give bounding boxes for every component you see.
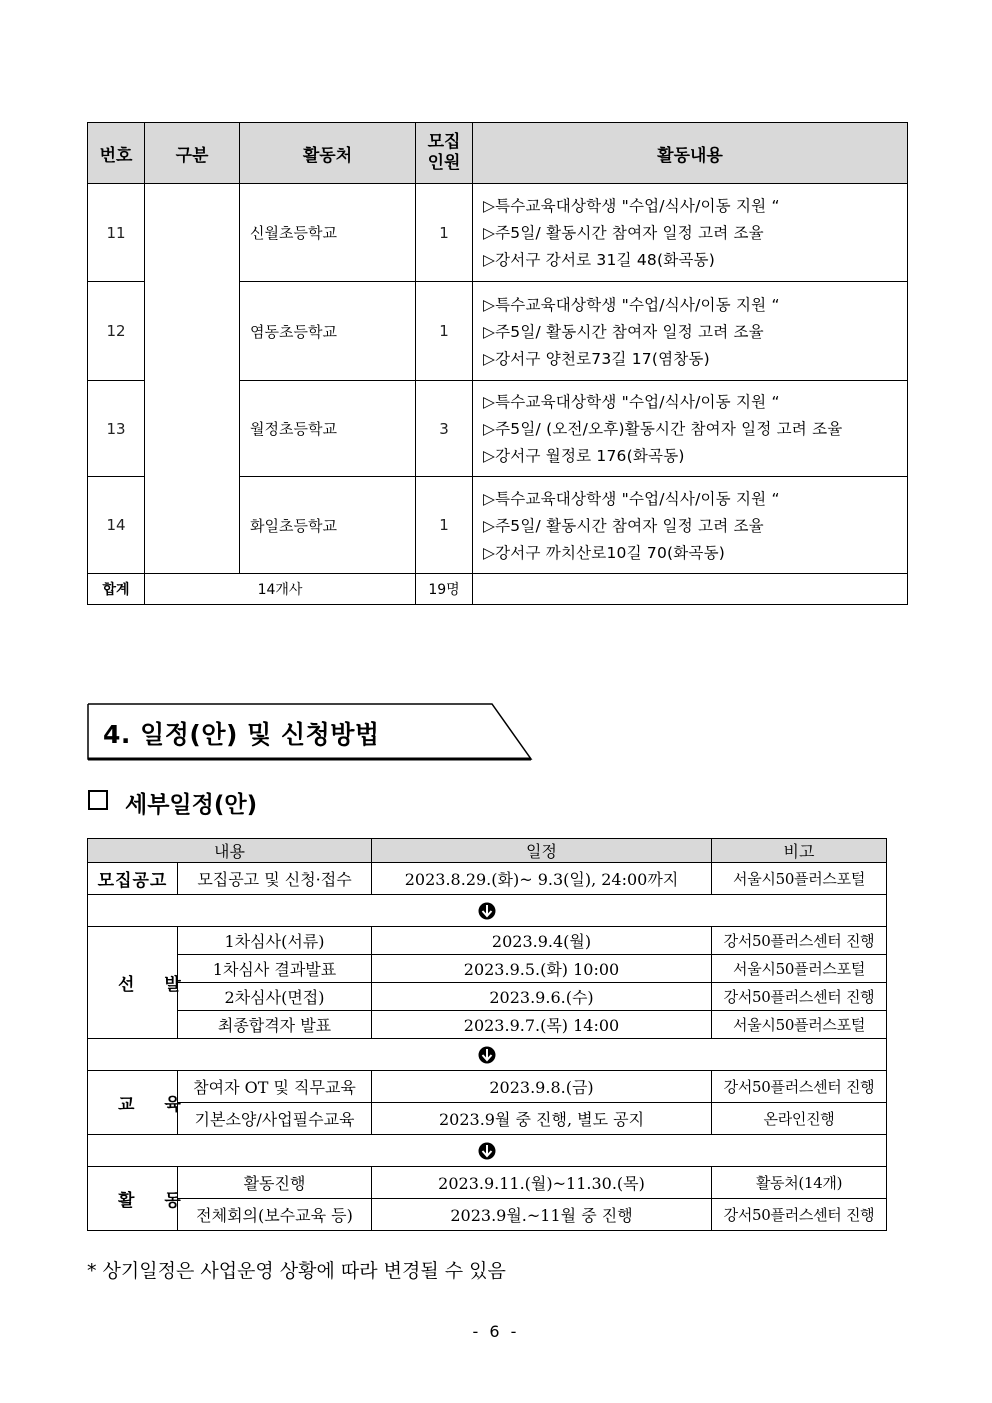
schedule-note: 강서50플러스센터 진행 [712, 983, 887, 1011]
total-label: 합계 [88, 574, 145, 605]
schedule-item: 기본소양/사업필수교육 [178, 1103, 372, 1135]
section-title: 4. 일정(안) 및 신청방법 [103, 720, 380, 749]
table-row [88, 184, 908, 282]
arrow-down-icon [478, 1046, 496, 1064]
schedule-item: 모집공고 및 신청·접수 [178, 863, 372, 895]
description-line: ▷특수교육대상학생 "수업/식사/이동 지원 “ [483, 489, 780, 508]
schedule-date: 2023.9.11.(월)~11.30.(목) [372, 1167, 712, 1199]
header-number: 번호 [88, 123, 145, 184]
total-places: 14개사 [145, 574, 416, 605]
schedule-note: 강서50플러스센터 진행 [712, 927, 887, 955]
row-count: 3 [416, 381, 473, 477]
description-line: ▷특수교육대상학생 "수업/식사/이동 지원 “ [483, 295, 780, 314]
header-date: 일정 [372, 839, 712, 863]
description-line: ▷강서구 월정로 176(화곡동) [483, 447, 685, 465]
schedule-date: 2023.9.6.(수) [372, 983, 712, 1011]
schedule-date: 2023.9월.~11월 중 진행 [372, 1199, 712, 1231]
description-line: ▷주5일/ 활동시간 참여자 일정 고려 조율 [483, 322, 764, 341]
table-header-row [88, 123, 908, 184]
row-description [473, 184, 908, 282]
row-count: 1 [416, 477, 473, 574]
schedule-note: 서울시50플러스포털 [712, 1011, 887, 1039]
arrow-row [88, 1039, 887, 1071]
row-number: 12 [88, 282, 145, 381]
description-line: ▷강서구 까치산로10길 70(화곡동) [483, 543, 726, 562]
schedule-date: 2023.9.4(월) [372, 927, 712, 955]
group-recruit: 모집공고 [88, 863, 178, 895]
description-line: ▷특수교육대상학생 "수업/식사/이동 지원 “ [483, 197, 780, 215]
schedule-date: 2023.9.8.(금) [372, 1071, 712, 1103]
row-count: 1 [416, 282, 473, 381]
schedule-note: 서울시50플러스포털 [712, 863, 887, 895]
schedule-date: 2023.8.29.(화)~ 9.3(일), 24:00까지 [372, 863, 712, 895]
description-line: ▷강서구 강서로 31길 48(화곡동) [483, 251, 715, 269]
total-empty [473, 574, 908, 605]
row-place: 화일초등학교 [240, 477, 416, 574]
header-note: 비고 [712, 839, 887, 863]
description-line: ▷주5일/ 활동시간 참여자 일정 고려 조율 [483, 516, 764, 535]
row-place: 월정초등학교 [240, 381, 416, 477]
schedule-date: 2023.9월 중 진행, 별도 공지 [372, 1103, 712, 1135]
table-row [88, 1199, 887, 1231]
schedule-item: 활동진행 [178, 1167, 372, 1199]
header-category: 구분 [145, 123, 240, 184]
sub-title: 세부일정(안) [125, 792, 258, 818]
schedule-note: 서울시50플러스포털 [712, 955, 887, 983]
description-line: ▷강서구 양천로73길 17(염창동) [483, 349, 710, 368]
schedule-note: 강서50플러스센터 진행 [712, 1199, 887, 1231]
schedule-note: 강서50플러스센터 진행 [712, 1071, 887, 1103]
row-number: 11 [88, 184, 145, 282]
section-heading [87, 703, 532, 760]
table-row [88, 1103, 887, 1135]
schedule-item: 전체회의(보수교육 등) [178, 1199, 372, 1231]
schedule-item: 참여자 OT 및 직무교육 [178, 1071, 372, 1103]
table-row [88, 1071, 887, 1103]
arrow-down-icon [478, 902, 496, 920]
activity-site-table [87, 122, 908, 605]
arrow-row [88, 895, 887, 927]
schedule-note: 활동처(14개) [712, 1167, 887, 1199]
row-number: 13 [88, 381, 145, 477]
total-count: 19명 [416, 574, 473, 605]
schedule-note: 온라인진행 [712, 1103, 887, 1135]
table-row [88, 863, 887, 895]
schedule-header-row [88, 839, 887, 863]
schedule-item: 1차심사(서류) [178, 927, 372, 955]
table-row [88, 1167, 887, 1199]
description-line: ▷특수교육대상학생 "수업/식사/이동 지원 “ [483, 393, 780, 411]
category-cell [145, 184, 240, 574]
header-content: 내용 [88, 839, 372, 863]
row-count: 1 [416, 184, 473, 282]
description-line: ▷주5일/ 활동시간 참여자 일정 고려 조율 [483, 224, 764, 242]
header-place: 활동처 [240, 123, 416, 184]
arrow-down-icon [478, 1142, 496, 1160]
group-activity: 활동 [88, 1167, 178, 1231]
group-selection: 선발 [88, 927, 178, 1039]
schedule-table [87, 838, 887, 1231]
header-recruit: 모집 인원 [416, 123, 473, 184]
row-description [473, 477, 908, 574]
schedule-item: 1차심사 결과발표 [178, 955, 372, 983]
schedule-item: 최종합격자 발표 [178, 1011, 372, 1039]
row-description [473, 282, 908, 381]
header-content: 활동내용 [473, 123, 908, 184]
schedule-date: 2023.9.7.(목) 14:00 [372, 1011, 712, 1039]
arrow-row [88, 1135, 887, 1167]
table-row [88, 927, 887, 955]
description-line: ▷주5일/ (오전/오후)활동시간 참여자 일정 고려 조율 [483, 420, 843, 438]
total-row [88, 574, 908, 605]
footnote: * 상기일정은 사업운영 상황에 따라 변경될 수 있음 [87, 1260, 506, 1282]
row-number: 14 [88, 477, 145, 574]
schedule-date: 2023.9.5.(화) 10:00 [372, 955, 712, 983]
table-row [88, 1011, 887, 1039]
group-education: 교육 [88, 1071, 178, 1135]
page-number: - 6 - [472, 1322, 520, 1341]
checkbox-icon [88, 790, 108, 810]
schedule-item: 2차심사(면접) [178, 983, 372, 1011]
row-description [473, 381, 908, 477]
row-place: 염동초등학교 [240, 282, 416, 381]
row-place: 신월초등학교 [240, 184, 416, 282]
